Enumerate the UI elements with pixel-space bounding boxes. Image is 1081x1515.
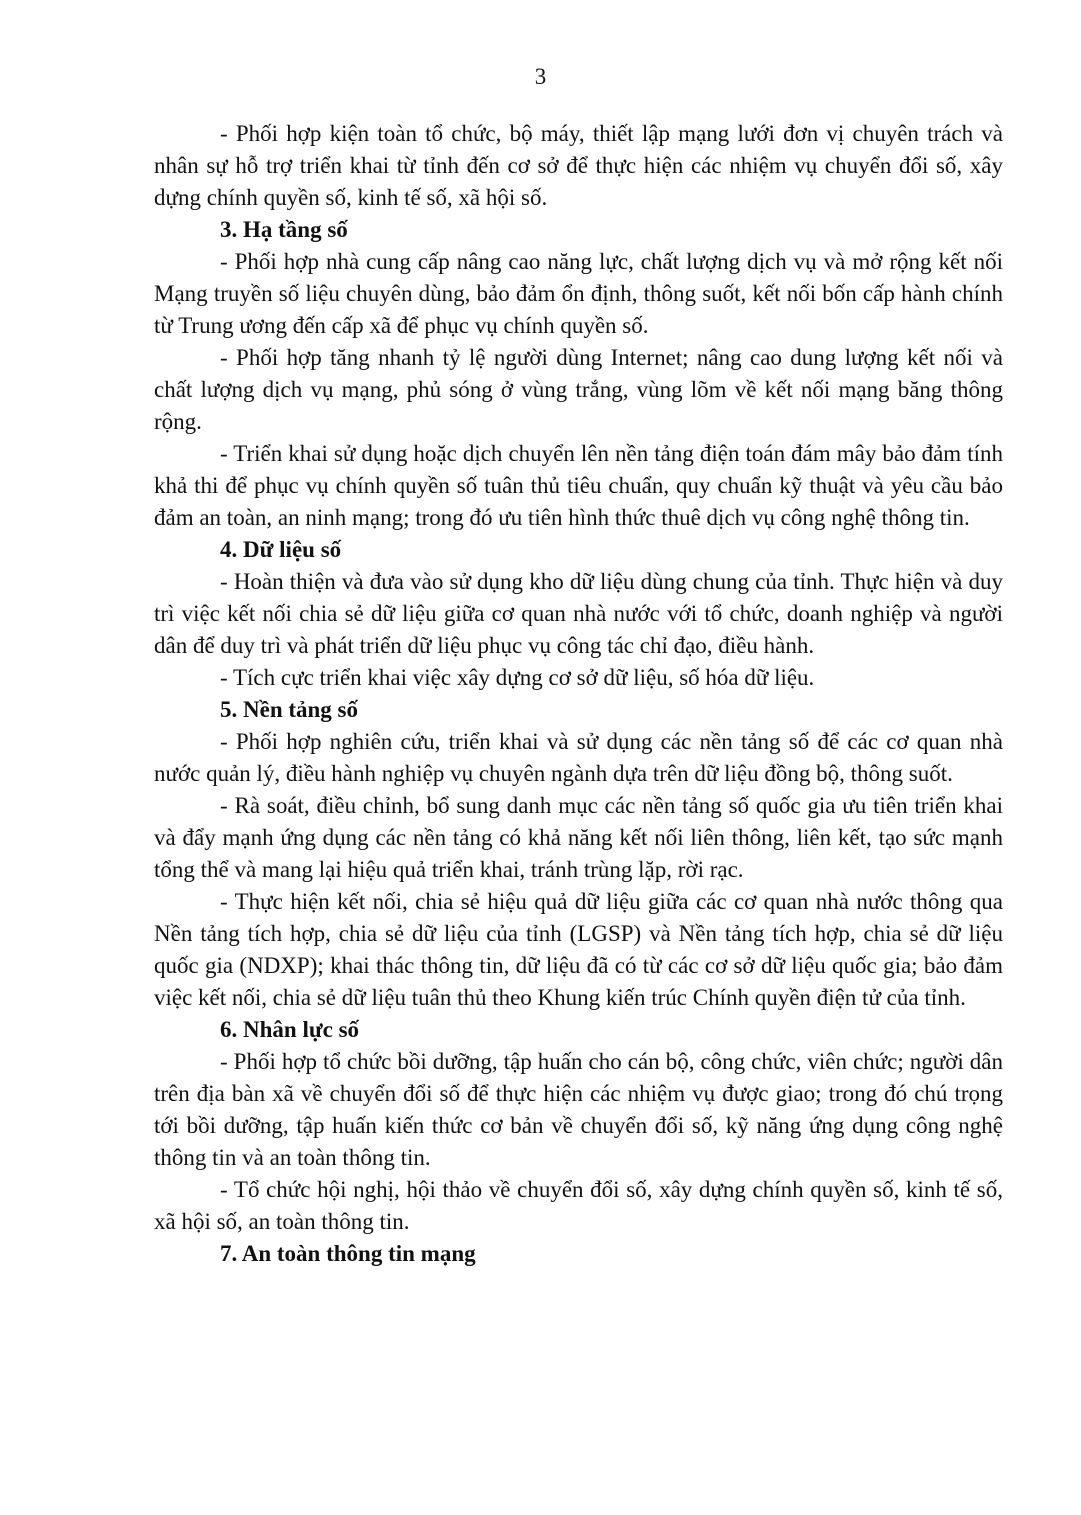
heading-digital-data: 4. Dữ liệu số	[220, 537, 342, 562]
heading-digital-platform: 5. Nền tảng số	[220, 697, 359, 722]
paragraph-org-structure: - Phối hợp kiện toàn tổ chức, bộ máy, thiết lập mạng lưới đơn vị chuyên trách và nhân sự hỗ trợ triển khai từ tỉnh đến cơ sở để thực hiện các nhiệm vụ chuyển đổi số, xây dựng chính quyền số, kinh tế số, xã hội số.	[154, 121, 1003, 210]
paragraph-training: - Phối hợp tổ chức bồi dưỡng, tập huấn cho cán bộ, công chức, viên chức; người dân trên địa bàn xã về chuyển đổi số để thực hiện các nhiệm vụ được giao; trong đó chú trọng tới bồi dưỡng, tập huấn kiến thức cơ bản về chuyển đổi số, kỹ năng ứng dụng công nghệ thông tin và an toàn thông tin.	[154, 1049, 1003, 1170]
paragraph-cloud: - Triển khai sử dụng hoặc dịch chuyển lên nền tảng điện toán đám mây bảo đảm tính khả thi để phục vụ chính quyền số tuân thủ tiêu chuẩn, quy chuẩn kỹ thuật và yêu cầu bảo đảm an toàn, an ninh mạng; trong đó ưu tiên hình thức thuê dịch vụ công nghệ thông tin.	[154, 441, 1003, 530]
paragraph-network-provider: - Phối hợp nhà cung cấp nâng cao năng lực, chất lượng dịch vụ và mở rộng kết nối Mạng truyền số liệu chuyên dùng, bảo đảm ổn định, thông suốt, kết nối bốn cấp hành chính từ Trung ương đến cấp xã để phục vụ chính quyền số.	[154, 249, 1003, 338]
paragraph-data-sharing: - Thực hiện kết nối, chia sẻ hiệu quả dữ liệu giữa các cơ quan nhà nước thông qua Nền tảng tích hợp, chia sẻ dữ liệu của tỉnh (LGSP) và Nền tảng tích hợp, chia sẻ dữ liệu quốc gia (NDXP); khai thác thông tin, dữ liệu đã có từ các cơ sở dữ liệu quốc gia; bảo đảm việc kết nối, chia sẻ dữ liệu tuân thủ theo Khung kiến trúc Chính quyền điện tử của tỉnh.	[154, 889, 1003, 1010]
heading-digital-workforce: 6. Nhân lực số	[220, 1017, 360, 1042]
page-number: 3	[534, 64, 547, 89]
heading-network-security: 7. An toàn thông tin mạng	[220, 1241, 476, 1266]
paragraph-conferences: - Tổ chức hội nghị, hội thảo về chuyển đổi số, xây dựng chính quyền số, kinh tế số, xã hội số, an toàn thông tin.	[154, 1177, 1003, 1234]
paragraph-database-digitization: - Tích cực triển khai việc xây dựng cơ sở dữ liệu, số hóa dữ liệu.	[220, 665, 815, 690]
paragraph-platform-research: - Phối hợp nghiên cứu, triển khai và sử dụng các nền tảng số để các cơ quan nhà nước quản lý, điều hành nghiệp vụ chuyên ngành dựa trên dữ liệu đồng bộ, thông suốt.	[154, 729, 1003, 786]
paragraph-internet-users: - Phối hợp tăng nhanh tỷ lệ người dùng Internet; nâng cao dung lượng kết nối và chất lượng dịch vụ mạng, phủ sóng ở vùng trắng, vùng lõm về kết nối mạng băng thông rộng.	[154, 345, 1003, 434]
document-body	[154, 118, 1003, 1270]
heading-digital-infrastructure: 3. Hạ tầng số	[220, 217, 348, 242]
paragraph-data-warehouse: - Hoàn thiện và đưa vào sử dụng kho dữ liệu dùng chung của tỉnh. Thực hiện và duy trì việc kết nối chia sẻ dữ liệu giữa cơ quan nhà nước với tổ chức, doanh nghiệp và người dân để duy trì và phát triển dữ liệu phục vụ công tác chỉ đạo, điều hành.	[154, 569, 1003, 658]
paragraph-platform-review: - Rà soát, điều chỉnh, bổ sung danh mục các nền tảng số quốc gia ưu tiên triển khai và đẩy mạnh ứng dụng các nền tảng có khả năng kết nối liên thông, liên kết, tạo sức mạnh tổng thể và mang lại hiệu quả triển khai, tránh trùng lặp, rời rạc.	[154, 793, 1003, 882]
